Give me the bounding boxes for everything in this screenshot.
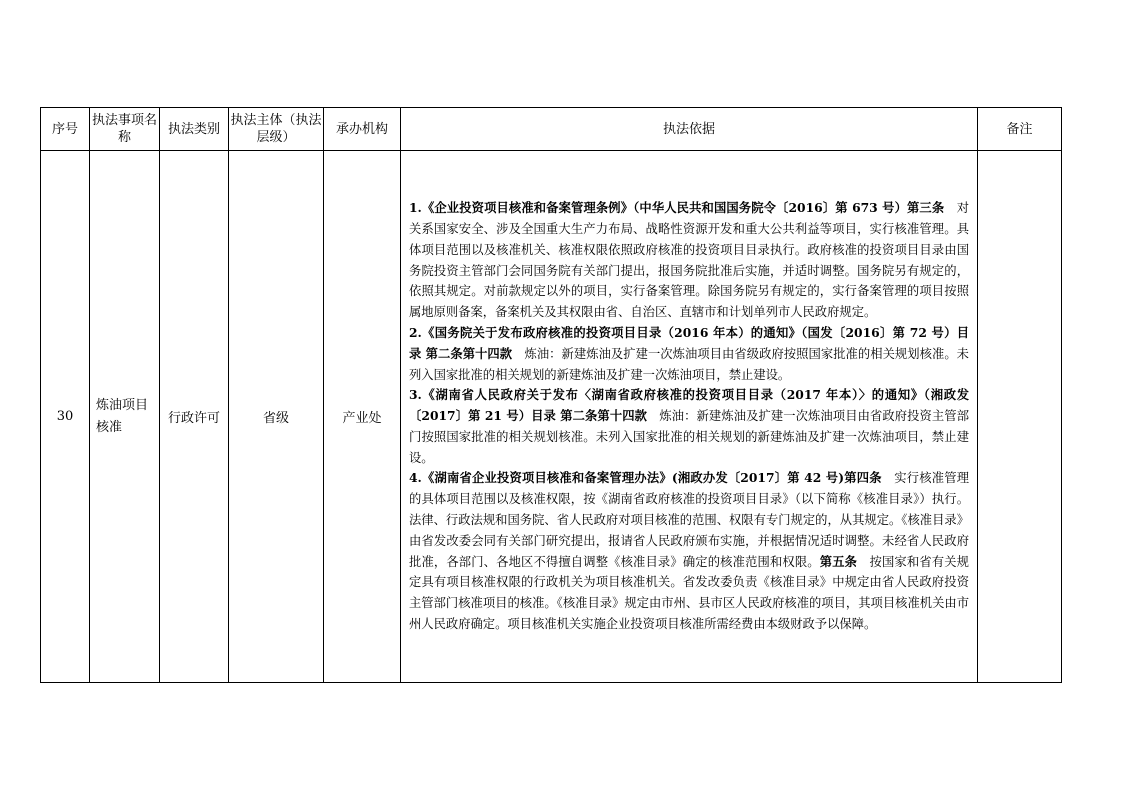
cell-remark <box>978 151 1062 683</box>
basis-paragraph-2 <box>409 323 969 385</box>
table-row <box>41 151 1062 683</box>
basis-text-2: 炼油：新建炼油及扩建一次炼油项目由省级政府按照国家批准的相关规划核准。未列入国家批准的相关规划的新建炼油及扩建一次炼油项目，禁止建设。 <box>409 346 969 382</box>
header-seq: 序号 <box>41 108 90 151</box>
header-subject: 执法主体（执法层级） <box>229 108 324 151</box>
basis-paragraph-3 <box>409 385 969 468</box>
cell-basis <box>401 151 978 683</box>
header-item-name: 执法事项名称 <box>90 108 160 151</box>
basis-title-1: 1.《企业投资项目核准和备案管理条例》（中华人民共和国国务院令〔2016〕第 673 号）第三条 <box>409 200 945 216</box>
basis-title-3: 3.《湖南省人民政府关于发布〈湖南省政府核准的投资项目目录（2017 年本）〉的通知》（湘政发〔2017〕第 21 号）目录 第二条第十四款 <box>409 387 969 424</box>
cell-level: 省级 <box>229 151 324 683</box>
enforcement-table <box>40 107 1062 683</box>
header-remark: 备注 <box>978 108 1062 151</box>
basis-paragraph-1 <box>409 198 969 323</box>
cell-seq: 30 <box>41 151 90 683</box>
basis-text-1: 对关系国家安全、涉及全国重大生产力布局、战略性资源开发和重大公共利益等项目，实行核准管理。具体项目范围以及核准机关、核准权限依照政府核准的投资项目目录执行。政府核准的投资项目目录由国务院投资主管部门会同国务院有关部门提出，报国务院批准后实施，并适时调整。国务院另有规定的，依照其规定。对前款规定以外的项目，实行备案管理。除国务院另有规定的，实行备案管理的项目按照属地原则备案，备案机关及其权限由省、自治区、直辖市和计划单列市人民政府规定。 <box>409 201 969 320</box>
basis-title-4b: 第五条 <box>819 553 858 569</box>
header-agency: 承办机构 <box>324 108 401 151</box>
header-basis: 执法依据 <box>401 108 978 151</box>
basis-text-4b: 按国家和省有关规定具有项目核准权限的行政机关为项目核准机关。省发改委负责《核准目录》中规定由省人民政府投资主管部门核准项目的核准。《核准目录》规定由市州、县市区人民政府核准的项目，其项目核准机关由市州人民政府确定。项目核准机关实施企业投资项目核准所需经费由本级财政予以保障。 <box>409 554 969 632</box>
cell-agency: 产业处 <box>324 151 401 683</box>
cell-item-name: 炼油项目核准 <box>90 151 160 683</box>
basis-text-4: 实行核准管理的具体项目范围以及核准权限，按《湖南省政府核准的投资项目目录》（以下简称《核准目录》）执行。法律、行政法规和国务院、省人民政府对项目核准的范围、权限有专门规定的，从其规定。《核准目录》由省发改委会同有关部门研究提出，报请省人民政府颁布实施，并根据情况适时调整。未经省人民政府批准，各部门、各地区不得擅自调整《核准目录》确定的核准范围和权限。 <box>409 471 969 569</box>
cell-category: 行政许可 <box>160 151 229 683</box>
header-row <box>41 108 1062 151</box>
basis-title-2: 2.《国务院关于发布政府核准的投资项目目录（2016 年本）的通知》（国发〔2016〕第 72 号）目录 第二条第十四款 <box>409 324 969 361</box>
basis-text-3: 炼油：新建炼油及扩建一次炼油项目由省政府投资主管部门按照国家批准的相关规划核准。未列入国家批准的相关规划的新建炼油及扩建一次炼油项目，禁止建设。 <box>409 409 969 465</box>
basis-title-4: 4.《湖南省企业投资项目核准和备案管理办法》(湘政办发〔2017〕第 42 号)第四条 <box>409 470 882 486</box>
basis-paragraph-4 <box>409 468 969 634</box>
header-category: 执法类别 <box>160 108 229 151</box>
